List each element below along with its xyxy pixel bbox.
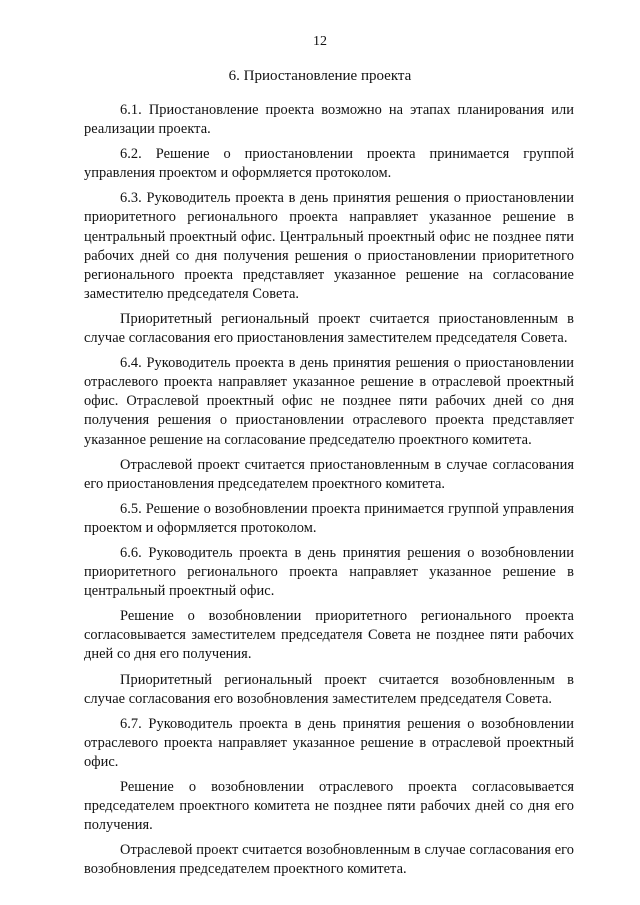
- paragraph-6-6-regional-resumed: Приоритетный региональный проект считается возобновленным в случае согласования его возобновления заместителем председателя Совета.: [84, 671, 574, 707]
- paragraph-6-7-branch-resumed: Отраслевой проект считается возобновленным в случае согласования его возобновления председателем проектного комитета.: [84, 842, 574, 878]
- paragraph-6-3: 6.3. Руководитель проекта в день принятия решения о приостановлении приоритетного регионального проекта направляет указанное решение в центральный проектный офис. Центральный проектный офис не позднее пяти рабочих дней со дня получения решения о приостановлении приоритетного регионального проекта представляет указанное решение на согласование заместителю председателя Совета.: [84, 190, 574, 302]
- paragraph-6-4: 6.4. Руководитель проекта в день принятия решения о приостановлении отраслевого проекта направляет указанное решение в отраслевой проектный офис. Отраслевой проектный офис не позднее пяти рабочих дней со дня получения решения о приостановлении отраслевого проекта представляет указанное решение на согласование председателю проектного комитета.: [84, 355, 574, 448]
- paragraph-6-7: 6.7. Руководитель проекта в день принятия решения о возобновлении отраслевого проекта направляет указанное решение в отраслевой проектный офис.: [84, 715, 574, 770]
- paragraph-6-7-approval: Решение о возобновлении отраслевого проекта согласовывается председателем проектного комитета не позднее пяти рабочих дней со дня его получения.: [84, 779, 574, 834]
- paragraph-6-5: 6.5. Решение о возобновлении проекта принимается группой управления проектом и оформляется протоколом.: [84, 500, 574, 536]
- paragraph-6-1: 6.1. Приостановление проекта возможно на этапах планирования или реализации проекта.: [84, 102, 574, 138]
- section-title: 6. Приостановление проекта: [228, 68, 412, 84]
- page-number: 12: [313, 34, 327, 49]
- paragraph-6-6-approval: Решение о возобновлении приоритетного регионального проекта согласовывается заместителем председателя Совета не позднее пяти рабочих дней со дня его получения.: [84, 608, 574, 663]
- paragraph-6-6: 6.6. Руководитель проекта в день принятия решения о возобновлении приоритетного регионального проекта направляет указанное решение в центральный проектный офис.: [84, 544, 574, 600]
- document-body: [84, 101, 574, 885]
- paragraph-6-4-branch-suspended: Отраслевой проект считается приостановленным в случае согласования его приостановления председателем проектного комитета.: [84, 456, 574, 492]
- paragraph-6-2: 6.2. Решение о приостановлении проекта принимается группой управления проектом и оформляется протоколом.: [84, 146, 574, 182]
- paragraph-6-3-regional-suspended: Приоритетный региональный проект считается приостановленным в случае согласования его приостановления заместителем председателя Совета.: [84, 310, 574, 347]
